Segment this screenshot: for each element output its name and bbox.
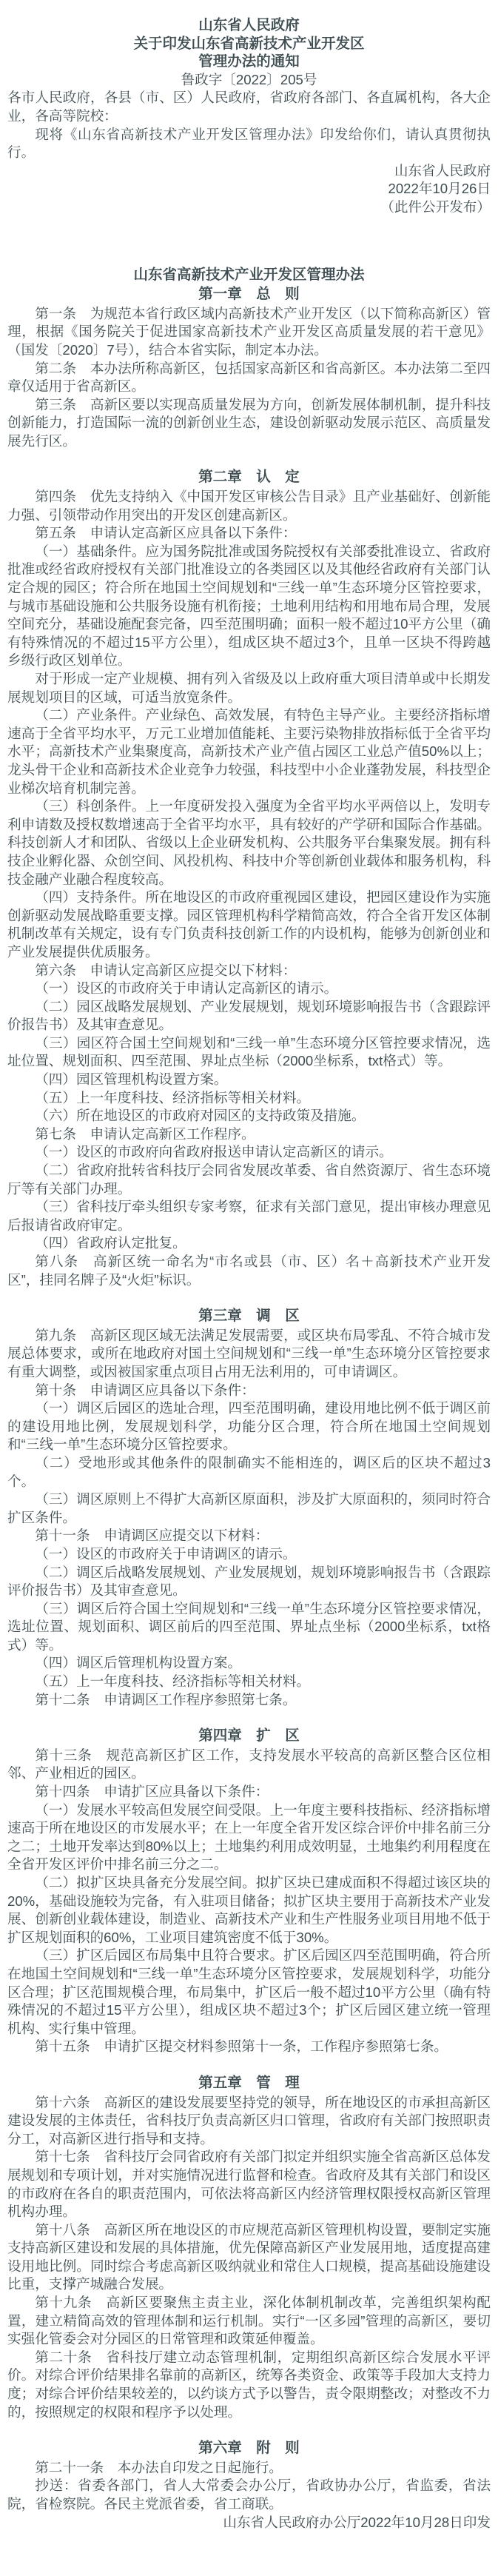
chapter-heading: 第二章 认 定 — [198, 469, 300, 486]
notice-org-line: 山东省人民政府 — [198, 17, 300, 33]
paragraph: 第一条 为规范本省行政区域内高新技术产业开发区（以下简称高新区）管理，根据《国务院关于促进国家高新技术产业开发区高质量发展的若干意见》（国发〔2020〕7号），结合本省实际，制定本办法。 — [7, 305, 491, 358]
paragraph: （二）调区后战略发展规划、产业发展规划，规划环境影响报告书（含跟踪评价报告书）及其审查意见。 — [7, 1564, 491, 1599]
paragraph: （二）园区战略发展规划、产业发展规划，规划环境影响报告书（含跟踪评价报告书）及其审查意见。 — [7, 998, 491, 1033]
paragraph: 第三条 高新区要以实现高质量发展为方向，创新发展体制机制，提升科技创新能力，打造国际一流的创新创业生态，建设创新驱动发展示范区、高质量发展先行区。 — [7, 396, 491, 449]
cc-line: 抄送：省委各部门，省人大常委会办公厅，省政协办公厅，省监委，省法院，省检察院。各民主党派省委，省工商联。 — [7, 2478, 491, 2512]
paragraph: （二）受地形或其他条件的限制确实不能相连的，调区后的区块不超过3个。 — [7, 1454, 491, 1489]
paragraph: （五）上一年度科技、经济指标等相关材料。 — [35, 1673, 311, 1690]
paragraph: （一）发展水平较高但发展空间受限。上一年度主要科技指标、经济指标增速高于所在地设区的市发展水平；在上一年度全省开发区综合评价中排名前三分之二；土地开发率达到80%以上；土地集约利用成效明显，土地集约利用程度在全省开发区评价中排名前三分之二。 — [7, 1801, 491, 1873]
paragraph: （一）设区的市政府关于申请调区的请示。 — [35, 1545, 297, 1562]
office-issue-line: 山东省人民政府办公厅2022年10月28日印发 — [223, 2514, 491, 2530]
paragraph: 第五条 申请认定高新区应具备以下条件： — [35, 525, 297, 541]
paragraph: （四）支持条件。所在地设区的市政府重视园区建设，把园区建设作为实施创新驱动发展战略重要支撑。园区管理机构科学精简高效，符合全省开发区体制机制改革有关规定，设有专门负责科技创新工作的内设机构，能够为创新创业和产业发展提供优质服务。 — [7, 889, 491, 960]
chapter-heading: 第四章 扩 区 — [198, 1727, 300, 1744]
recipients-line: 各市人民政府，各县（市、区）人民政府，省政府各部门、各直属机构，各大企业，各高等院校： — [7, 90, 491, 124]
paragraph: （一）基础条件。应为国务院批准或国务院授权有关部委批准设立、省政府批准或经省政府授权有关部门批准设立的各类园区以及其他经省政府有关部门认定合规的园区；符合所在地国土空间规划和“三线一单”生态环境分区管控要求，与城市基础设施和公共服务设施有机衔接；土地利用结构和用地布局合理，发展空间充分，基础设施配套完备，四至范围明确；面积一般不超过10平方公里（确有特殊情况的不超过15平方公里），组成区块不超过3个，且单一区块不得跨越乡级行政区划单位。 — [7, 543, 491, 669]
paragraph: （三）省科技厅牵头组织专家考察，征求有关部门意见，提出审核办理意见后报请省政府审定。 — [7, 1199, 491, 1233]
paragraph: （一）设区的市政府向省政府报送申请认定高新区的请示。 — [35, 1144, 393, 1160]
paragraph: 第十二条 申请调区工作程序参照第七条。 — [35, 1691, 297, 1707]
paragraph: （一）调区后园区的选址合理，四至范围明确，建设用地比例不低于调区前的建设用地比例，发展规划科学，功能分区合理，符合所在地国土空间规划和“三线一单”生态环境分区管控要求。 — [7, 1400, 491, 1453]
paragraph: 第四条 优先支持纳入《中国开发区审核公告目录》且产业基础好、创新能力强、引领带动作用突出的开发区创建高新区。 — [7, 489, 491, 523]
paragraph: （四）调区后管理机构设置方案。 — [35, 1655, 242, 1671]
paragraph: 第十三条 规范高新区扩区工作，支持发展水平较高的高新区整合区位相邻、产业相近的园区。 — [7, 1747, 491, 1782]
notice-title-line: 管理办法的通知 — [198, 53, 300, 70]
issuer-name: 山东省人民政府 — [394, 162, 491, 178]
paragraph: 第七条 申请认定高新区工作程序。 — [35, 1125, 255, 1142]
paragraph: 第十条 申请调区应具备以下条件： — [35, 1382, 255, 1398]
paragraph: （六）所在地设区的市政府对园区的支持政策及措施。 — [35, 1108, 366, 1124]
paragraph: 第十四条 申请扩区应具备以下条件： — [35, 1784, 269, 1800]
paragraph: （三）调区原则上不得扩大高新区原面积，涉及扩大原面积的，须同时符合扩区条件。 — [7, 1491, 491, 1525]
paragraph: 第十七条 省科技厅会同省政府有关部门拟定并组织实施全省高新区总体发展规划和专项计划，并对实施情况进行监督和检查。省政府及其有关部门和设区的市政府在各自的职责范围内，可依法将高新区内经济管理权限授权高新区管理机构办理。 — [7, 2149, 491, 2220]
paragraph: 第八条 高新区统一命名为“市名或县（市、区）名＋高新技术产业开发区”，挂同名牌子及“火炬”标识。 — [7, 1254, 491, 1288]
paragraph: 第十五条 申请扩区提交材料参照第十一条，工作程序参照第七条。 — [35, 2038, 448, 2055]
paragraph: 第十九条 高新区要聚焦主责主业，深化体制机制改革，完善组织架构配置，建立精简高效的管理体制和运行机制。实行“一区多园”管理的高新区，要切实强化管委会对分园区的日常管理和政策延伸覆盖。 — [7, 2295, 491, 2347]
paragraph: 第二条 本办法所称高新区，包括国家高新区和省高新区。本办法第二至四章仅适用于省高新区。 — [7, 360, 491, 395]
issue-date: 2022年10月26日 — [388, 181, 491, 197]
chapter-heading: 第三章 调 区 — [198, 1308, 300, 1325]
paragraph: （四）省政府认定批复。 — [35, 1235, 186, 1251]
paragraph: （一）设区的市政府关于申请认定高新区的请示。 — [35, 980, 338, 997]
paragraph: （二）产业条件。产业绿色、高效发展，有特色主导产业。主要经济指标增速高于全省平均水平，万元工业增加值能耗、主要污染物排放指标低于全省平均水平；高新技术产业集聚度高，高新技术产业产值占园区工业总产值50%以上；龙头骨干企业和高新技术企业竞争力较强，科技型中小企业蓬勃发展，科技型企业梯次培育机制完善。 — [7, 707, 491, 796]
doc-number: 鲁政字〔2022〕205号 — [181, 71, 317, 87]
chapter-heading: 第五章 管 理 — [198, 2074, 300, 2091]
paragraph: （三）科创条件。上一年度研发投入强度为全省平均水平两倍以上，发明专利申请数及授权数增速高于全省平均水平，具有较好的产学研和国际合作基础。科技创新人才和团队、省级以上企业研发机构、公共服务平台集聚发展。拥有科技企业孵化器、众创空间、风投机构、科技中介等创新创业载体和服务机构，科技金融产业融合程度较高。 — [7, 798, 491, 887]
paragraph: 第十六条 高新区的建设发展要坚持党的领导，所在地设区的市承担高新区建设发展的主体责任，省科技厅负责高新区归口管理，省政府有关部门按照职责分工，对高新区进行指导和支持。 — [7, 2094, 491, 2147]
chapter-heading: 第一章 总 则 — [198, 286, 300, 303]
paragraph: （二）拟扩区块具备充分发展空间。拟扩区块已建成面积不得超过该区块的20%，基础设施较为完备，有入驻项目储备；拟扩区块主要用于高新技术产业发展、创新创业载体建设，制造业、高新技术产业和生产性服务业项目用地不低于扩区规划面积的60%，工业项目建筑密度不低于30%。 — [7, 1875, 491, 1945]
chapter-heading: 第六章 附 则 — [198, 2440, 300, 2457]
paragraph: （三）调区后符合国土空间规划和“三线一单”生态环境分区管控要求情况，选址位置、规划面积、调区前后的四至范围、界址点坐标（2000坐标系，txt格式）等。 — [7, 1600, 491, 1653]
paragraph: （三）园区符合国土空间规划和“三线一单”生态环境分区管控要求情况，选址位置、规划面积、四至范围、界址点坐标（2000坐标系，txt格式）等。 — [7, 1034, 491, 1069]
paragraph: （四）园区管理机构设置方案。 — [35, 1071, 228, 1088]
notice-title-line: 关于印发山东省高新技术产业开发区 — [133, 35, 365, 52]
paragraph: （三）扩区后园区布局集中且符合要求。扩区后园区四至范围明确，符合所在地国土空间规划和“三线一单”生态环境分区管控要求，发展规划科学，功能分区合理；扩区范围规模合理，布局集中，扩区后一般不超过10平方公里（确有特殊情况的不超过15平方公里），组成区块不超过3个；扩区后园区建立统一管理机构、实行集中管理。 — [7, 1947, 491, 2036]
paragraph: （五）上一年度科技、经济指标等相关材料。 — [35, 1089, 311, 1105]
paragraph: （二）省政府批转省科技厅会同省发展改革委、省自然资源厅、省生态环境厅等有关部门办理。 — [7, 1162, 491, 1197]
public-release-note: （此件公开发布） — [380, 198, 491, 215]
paragraph: 第十一条 申请调区应提交以下材料： — [35, 1528, 269, 1544]
paragraph: 第十八条 高新区所在地设区的市应规范高新区管理机构设置，要制定实施支持高新区建设和发展的具体措施，优先保障高新区产业发展用地，适度提高建设用地比例。同时综合考虑高新区吸纳就业和常住人口规模，提高基础设施建设比重，支撑产城融合发展。 — [7, 2221, 491, 2292]
paragraph: 第二十条 省科技厅建立动态管理机制，定期组织高新区综合发展水平评价。对综合评价结果排名靠前的高新区，统筹各类资金、政策等手段加大支持力度；对综合评价结果较差的，以约谈方式予以警告，责令限期整改；对整改不力的，按照规定的权限和程序予以处理。 — [7, 2349, 491, 2420]
paragraph: 第九条 高新区现区域无法满足发展需要，或区块布局零乱、不符合城市发展总体要求，或所在地政府对国土空间规划和“三线一单”生态环境分区管控要求有重大调整，或因被国家重点项目占用无法利用的，可申请调区。 — [7, 1327, 491, 1379]
regulation-title: 山东省高新技术产业开发区管理办法 — [133, 266, 365, 283]
document-body — [7, 16, 491, 2532]
paragraph: 对于形成一定产业规模、拥有列入省级及以上政府重大项目清单或中长期发展规划项目的区域，可适当放宽条件。 — [7, 671, 491, 705]
paragraph: 第六条 申请认定高新区应提交以下材料： — [35, 962, 297, 978]
notice-body: 现将《山东省高新技术产业开发区管理办法》印发给你们，请认真贯彻执行。 — [7, 126, 491, 161]
paragraph: 第二十一条 本办法自印发之日起施行。 — [35, 2459, 283, 2475]
